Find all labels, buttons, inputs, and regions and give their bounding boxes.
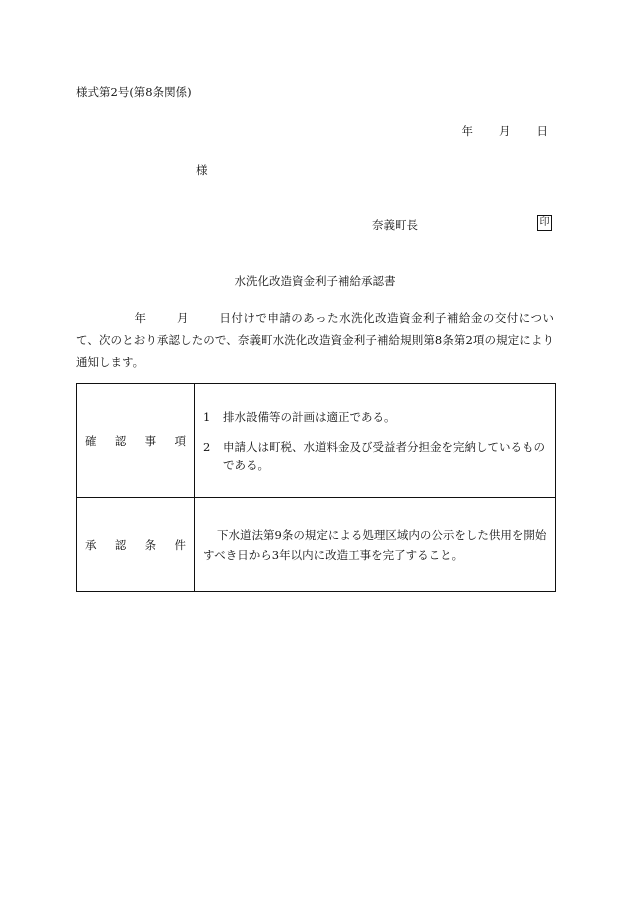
date-month: 月 bbox=[499, 124, 511, 138]
header-char: 件 bbox=[174, 537, 186, 552]
conditions-header bbox=[77, 498, 195, 592]
list-item bbox=[195, 438, 555, 474]
item-number: 1 bbox=[203, 409, 211, 424]
approval-table bbox=[76, 383, 556, 592]
table-row-conditions bbox=[77, 498, 556, 592]
date-day: 日 bbox=[536, 124, 548, 138]
header-char: 項 bbox=[174, 433, 186, 448]
item-number: 2 bbox=[203, 439, 211, 454]
form-number: 様式第2号(第8条関係) bbox=[76, 85, 192, 99]
document-title: 水洗化改造資金利子補給承認書 bbox=[234, 274, 396, 288]
header-char: 認 bbox=[114, 537, 127, 552]
header-char: 承 bbox=[85, 537, 97, 552]
addressee: 様 bbox=[196, 163, 208, 177]
body-month: 月 bbox=[176, 311, 189, 325]
table-row-confirmation bbox=[77, 384, 556, 498]
conditions-text-cell bbox=[195, 498, 556, 592]
item-continuation: である。 bbox=[223, 457, 269, 472]
date-line bbox=[462, 123, 549, 139]
header-char: 事 bbox=[144, 433, 157, 448]
body-text bbox=[76, 307, 554, 373]
body-paragraph: 日付けで申請のあった水洗化改造資金利子補給金の交付について、次のとおり承認したので、奈義町水洗化改造資金利子補給規則第8条第2項の規定により通知します。 bbox=[76, 311, 555, 369]
sender: 奈義町長 bbox=[372, 218, 418, 232]
body-year: 年 bbox=[134, 311, 147, 325]
confirmation-header bbox=[77, 384, 195, 498]
header-char: 条 bbox=[144, 537, 157, 552]
header-char: 認 bbox=[114, 433, 127, 448]
item-text: 申請人は町税、水道料金及び受益者分担金を完納しているもの bbox=[223, 439, 545, 454]
conditions-text: 下水道法第9条の規定による処理区域内の公示をした供用を開始すべき日から3年以内に改造工事を完了すること。 bbox=[203, 527, 547, 562]
item-text: 排水設備等の計画は適正である。 bbox=[223, 409, 396, 424]
list-item bbox=[195, 408, 555, 426]
confirmation-items bbox=[195, 384, 556, 498]
seal-box: 印 bbox=[537, 215, 552, 231]
date-year: 年 bbox=[461, 124, 473, 138]
header-char: 確 bbox=[85, 433, 97, 448]
